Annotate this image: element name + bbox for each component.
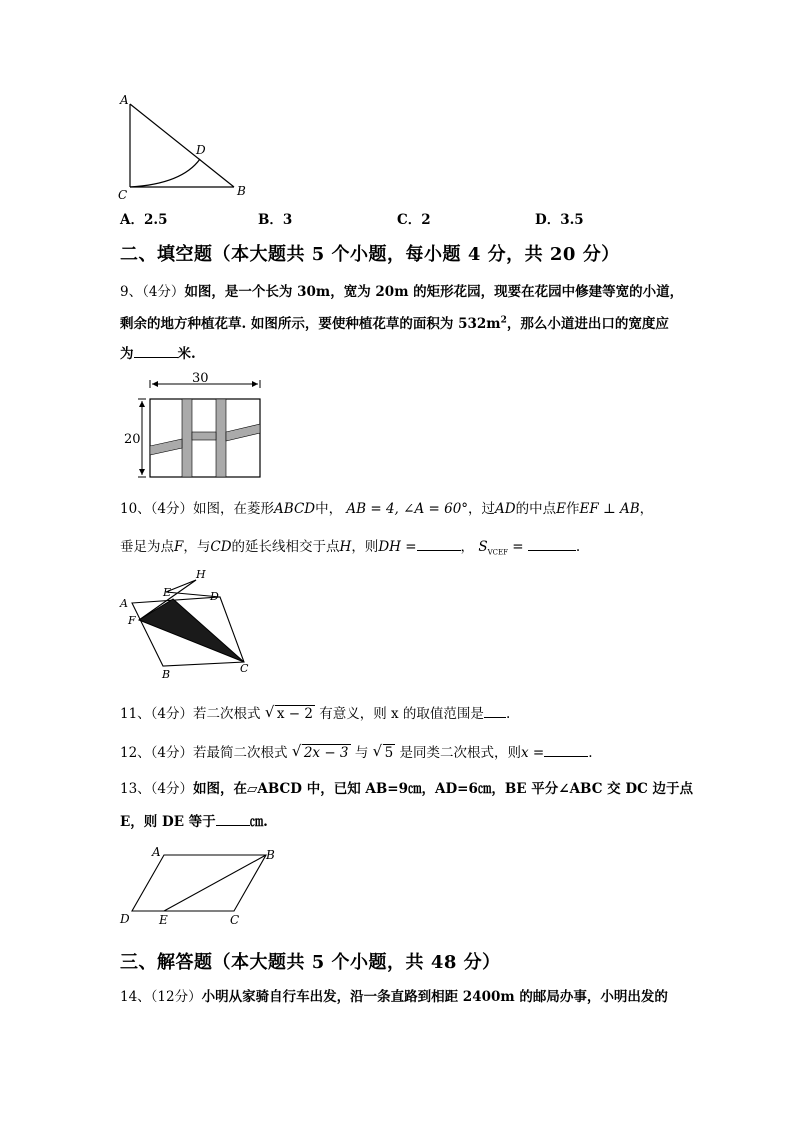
label-C: C <box>118 188 128 202</box>
sqrt-5: √ 5 <box>372 742 394 761</box>
q8-option-a[interactable]: A．2.5 <box>120 212 168 228</box>
q8-option-c[interactable]: C．2 <box>397 212 431 228</box>
q12: 12、（4分）若最简二次根式 √ 2x − 3 与 √ 5 是同类二次根式，则x = . <box>120 742 593 761</box>
label-D: D <box>196 143 206 157</box>
width-label-30: 30 <box>192 371 209 386</box>
label-E: E <box>163 586 172 599</box>
sqrt-x-2: √ x − 2 <box>264 703 313 722</box>
q10-line1: 10、（4分）如图，在菱形ABCD中， AB = 4, ∠A = 60°，过AD的中点E作EF ⊥ AB， <box>120 501 654 517</box>
rhombus-figure <box>118 566 258 684</box>
label-C: C <box>240 662 249 675</box>
q11: 11、（4分）若二次根式 √ x − 2 有意义，则 x 的取值范围是 . <box>120 703 511 722</box>
label-E: E <box>159 913 168 927</box>
sqrt-2x-3: √ 2x − 3 <box>291 742 349 761</box>
q8-option-d[interactable]: D．3.5 <box>535 212 584 228</box>
q10-dh-blank[interactable] <box>417 536 461 551</box>
q13-line2: E，则 DE 等于 ㎝. <box>120 811 268 831</box>
label-D: D <box>210 590 219 603</box>
q9-line1: 9、（4分）如图，是一个长为 30m，宽为 20m 的矩形花园，现要在花园中修建等宽的小道， <box>120 284 684 300</box>
label-B: B <box>162 668 171 681</box>
label-B: B <box>237 184 246 198</box>
height-label-20: 20 <box>124 432 141 447</box>
q9-answer-blank[interactable] <box>134 343 178 358</box>
q14-line1: 14、（12分）小明从家骑自行车出发，沿一条直路到相距 2400m 的邮局办事，小明出发的 <box>120 989 668 1005</box>
q9-line2: 剩余的地方种植花草. 如图所示，要使种植花草的面积为 $532m^2$，那么小道进出口的宽度应 <box>120 315 669 332</box>
triangle-arc-figure <box>112 92 262 204</box>
q10-line2: 垂足为点F，与CD的延长线相交于点H，则DH = ， $S_{VCEF}$ = . <box>120 536 580 562</box>
label-F: F <box>128 614 136 627</box>
label-C: C <box>230 913 240 927</box>
label-H: H <box>196 568 206 581</box>
q11-answer-blank[interactable] <box>484 703 506 718</box>
q12-answer-blank[interactable] <box>544 742 588 757</box>
section3-title: 三、解答题（本大题共 5 个小题，共 48 分） <box>120 952 501 973</box>
section2-title: 二、填空题（本大题共 5 个小题，每小题 4 分，共 20 分） <box>120 244 620 265</box>
label-A: A <box>120 597 128 610</box>
label-A: A <box>120 93 129 107</box>
garden-figure <box>122 370 267 480</box>
q13-line1: 13、（4分）如图，在▱ABCD 中，已知 AB=9㎝，AD=6㎝，BE 平分∠ABC 交 DC 边于点 <box>120 781 694 797</box>
parallelogram-figure <box>116 842 286 928</box>
q13-answer-blank[interactable] <box>216 811 250 826</box>
label-B: B <box>266 848 275 862</box>
label-D: D <box>120 912 130 926</box>
q8-option-b[interactable]: B．3 <box>258 212 293 228</box>
label-A: A <box>152 845 161 859</box>
q9-line3: 为 米. <box>120 343 196 363</box>
q10-area-blank[interactable] <box>528 536 576 551</box>
